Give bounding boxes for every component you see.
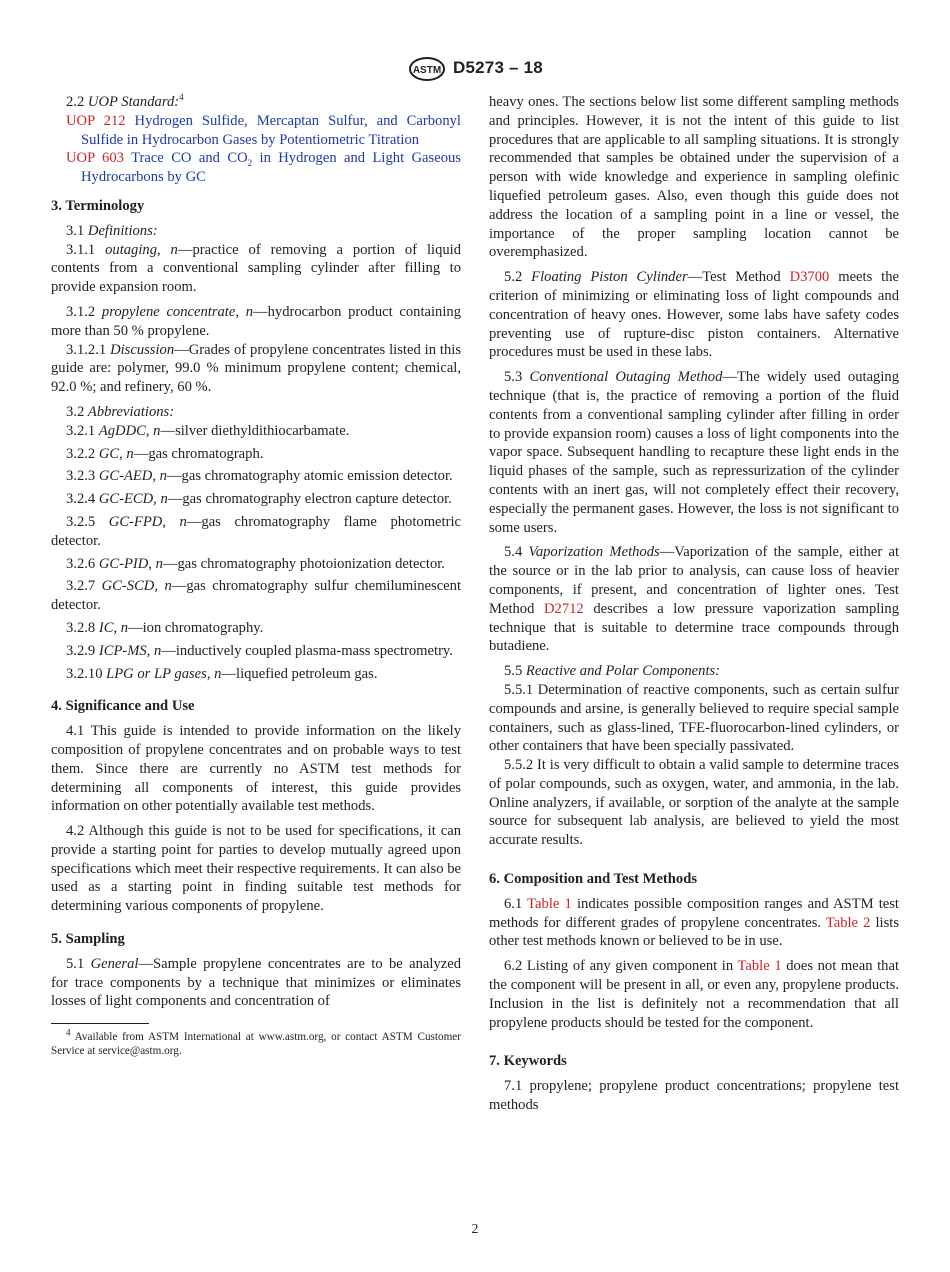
link-table-2[interactable]: Table 2	[825, 914, 871, 931]
para-3-1-2: 3.1.2 propylene concentrate, n—hydrocarbon product containing more than 50 % propylene.	[51, 303, 461, 339]
logo-text: ASTM	[412, 65, 442, 76]
abbreviation-item: 3.2.1 AgDDC, n—silver diethyldithiocarbamate.	[66, 422, 350, 439]
abbreviation-item: 3.2.4 GC-ECD, n—gas chromatography electron capture detector.	[66, 491, 452, 508]
heading-composition: 6. Composition and Test Methods	[489, 871, 698, 888]
para-5-5: 5.5 Reactive and Polar Components:	[504, 663, 721, 680]
link-d2712[interactable]: D2712	[544, 600, 584, 617]
abbreviation-item: 3.2.2 GC, n—gas chromatograph.	[66, 445, 264, 462]
abbreviation-item: 3.2.5 GC-FPD, n—gas chromatography flame photometric detector.	[51, 513, 461, 549]
heading-terminology: 3. Terminology	[51, 197, 145, 214]
para-3-1-1: 3.1.1 outaging, n—practice of removing a portion of liquid contents from a conventional sampling cylinder after filling to provide expansion room.	[51, 241, 462, 296]
para-5-3: 5.3 Conventional Outaging Method—The widely used outaging technique (that is, the practice of removing a portion of the fluid contents from a conventional sampling cylinder after filling in order to provide expansion room) causes a loss of light components into the vapor space. Subsequent handling to recapture these light ends in the liquid phases of the sample, such as repressurization of the cylinder contents with an inert gas, will not completely effect their recovery, especially the permanent gases. However, the loss is not significant to some users.	[489, 369, 899, 536]
para-7-1: 7.1 propylene; propylene product concentrations; propylene test methods	[489, 1078, 899, 1114]
para-5-5-1: 5.5.1 Determination of reactive components, such as certain sulfur compounds and arsine, is generally believed to require special sample containers, such as glass-lined, TFE-fluorocarbon-lined cylinders, or other containers that have been specially passivated.	[489, 681, 899, 755]
footnote-divider	[51, 1023, 149, 1024]
heading-keywords: 7. Keywords	[489, 1053, 567, 1070]
para-3-1-2-1: 3.1.2.1 Discussion—Grades of propylene concentrates listed in this guide are: polymer, 99.0 % minimum propylene content; chemical, 92.0 %; and refinery, 60 %.	[51, 341, 461, 396]
section-2-2: 2.2 UOP Standard:$^4$	[66, 92, 184, 110]
abbreviation-item: 3.2.10 LPG or LP gases, n—liquefied petroleum gas.	[66, 665, 378, 682]
reference-uop-603[interactable]: UOP 603 Trace CO and $CO_2$ in Hydrogen and Light Gaseous Hydrocarbons by GC	[66, 150, 461, 186]
abbreviation-item: 3.2.9 ICP-MS, n—inductively coupled plasma-mass spectrometry.	[66, 642, 453, 659]
footnote-4: $^4$ Available from ASTM International at www.astm.org, or contact ASTM Customer Service at service@astm.org.	[51, 1027, 461, 1058]
para-5-4: 5.4 Vaporization Methods—Vaporization of the sample, either at the source or in the lab prior to analysis, can cause loss of heavier components, if present, and concentration of lighter ones. Test Method D2712 describes a low pressure vaporization sampling technique that is suitable to determine trace compounds through butadiene.	[489, 544, 900, 655]
para-3-1: 3.1 Definitions:	[66, 222, 158, 239]
link-d3700[interactable]: D3700	[789, 269, 830, 286]
reference-uop-212[interactable]: UOP 212 Hydrogen Sulfide, Mercaptan Sulfur, and Carbonyl Sulfide in Hydrocarbon Gases by Potentiometric Titration	[66, 112, 461, 148]
page-number: 2	[471, 1222, 479, 1237]
astm-logo-icon	[408, 57, 446, 81]
heading-sampling: 5. Sampling	[51, 931, 125, 948]
para-5-5-2: 5.5.2 It is very difficult to obtain a valid sample to determine traces of polar compounds, such as oxygen, water, and ammonia, in the lab. Online analyzers, if available, or sorption of the analyte at the sample source for subsequent lab analysis, are believed to yield the most accurate results.	[489, 757, 899, 849]
page-header	[0, 57, 950, 83]
para-6-1: 6.1 Table 1 indicates possible composition ranges and ASTM test methods for different grades of propylene concentrates. Table 2 lists other test methods known or believed to be in use.	[489, 895, 899, 950]
heading-significance: 4. Significance and Use	[51, 698, 195, 715]
right-column	[489, 93, 899, 1121]
left-column	[51, 93, 461, 1064]
para-6-2: 6.2 Listing of any given component in Table 1 does not mean that the component will be present in all, or even any, propylene products. Inclusion in the list is definitely not a recommendation that all propylene products should be tested for the component.	[489, 958, 900, 1031]
abbreviation-item: 3.2.6 GC-PID, n—gas chromatography photoionization detector.	[66, 555, 445, 572]
abbreviation-item: 3.2.3 GC-AED, n—gas chromatography atomic emission detector.	[66, 468, 453, 485]
para-3-2: 3.2 Abbreviations:	[66, 403, 175, 420]
link-table-1[interactable]: Table 1	[527, 895, 572, 912]
link-table-1[interactable]: Table 1	[737, 958, 782, 975]
abbreviation-item: 3.2.7 GC-SCD, n—gas chromatography sulfur chemiluminescent detector.	[51, 578, 462, 614]
para-4-2: 4.2 Although this guide is not to be used for specifications, it can provide a starting point for parties to develop mutually agreed upon specifications which meet their respective requirements. It can also be used as a starting point in finding suitable test methods for determining various components of propylene.	[51, 823, 461, 915]
para-5-2: 5.2 Floating Piston Cylinder—Test Method D3700 meets the criterion of minimizing or eliminating loss of light compounds and concentration of heavy ones. However, some labs have safety codes preventing use of rupture-disc piston containers. Alternative procedures must be used in these labs.	[489, 269, 900, 361]
para-5-1-continued: heavy ones. The sections below list some different sampling methods and principles. However, it is not the intent of this guide to list procedures that are applicable to all sampling situations. It is strongly recommended that samples be obtained under the supervision of a person with wide knowledge and experience in sampling olefinic liquefied petroleum gases. Also, even though this guide does not address the location of a sampling point in a line or vessel, the importance of the proper sampling location cannot be overemphasized.	[489, 94, 899, 261]
abbreviation-item: 3.2.8 IC, n—ion chromatography.	[66, 619, 264, 636]
para-4-1: 4.1 This guide is intended to provide information on the likely composition of propylene concentrates and on probable ways to test them. Since there are currently no ASTM test methods for determining all components of interest, this guide provides information on other potentially available test methods.	[51, 723, 461, 815]
document-id: D5273 – 18	[453, 58, 543, 77]
para-5-1: 5.1 General—Sample propylene concentrates are to be analyzed for trace components by a technique that minimizes or eliminates losses of light components and concentration of	[51, 955, 461, 1010]
